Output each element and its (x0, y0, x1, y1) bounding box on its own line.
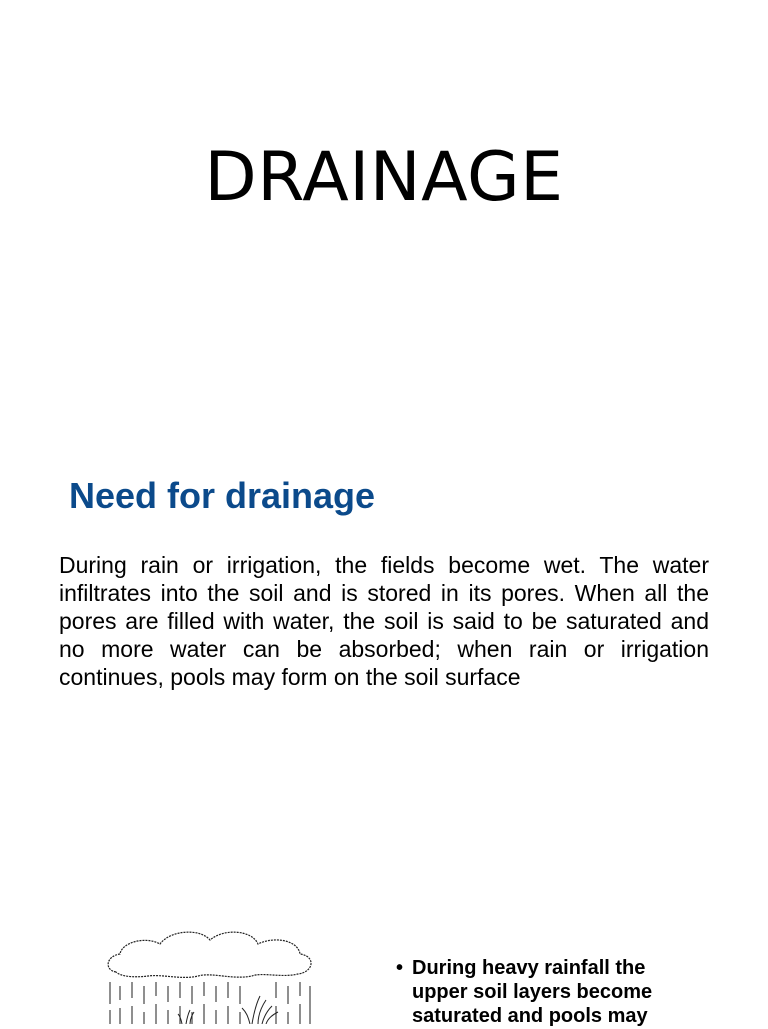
bullet-list (396, 956, 696, 1028)
bullet-marker: • (396, 957, 404, 979)
rain-cloud-illustration (102, 924, 318, 1024)
paragraph: During rain or irrigation, the fields become wet. The water infiltrates into the soil and is stored in its pores. When all the pores are filled with water, the soil is said to be saturated and no more water can be absorbed; when rain or irrigation continues, pools may form on the soil surface (59, 552, 709, 690)
slide-title: DRAINAGE (204, 138, 564, 217)
section-heading: Need for drainage (69, 475, 376, 516)
bullet-text: During heavy rainfall the upper soil layers become saturated and pools may (412, 957, 653, 1027)
rain-cloud-icon (102, 924, 318, 1024)
bullet-item (396, 956, 696, 1028)
